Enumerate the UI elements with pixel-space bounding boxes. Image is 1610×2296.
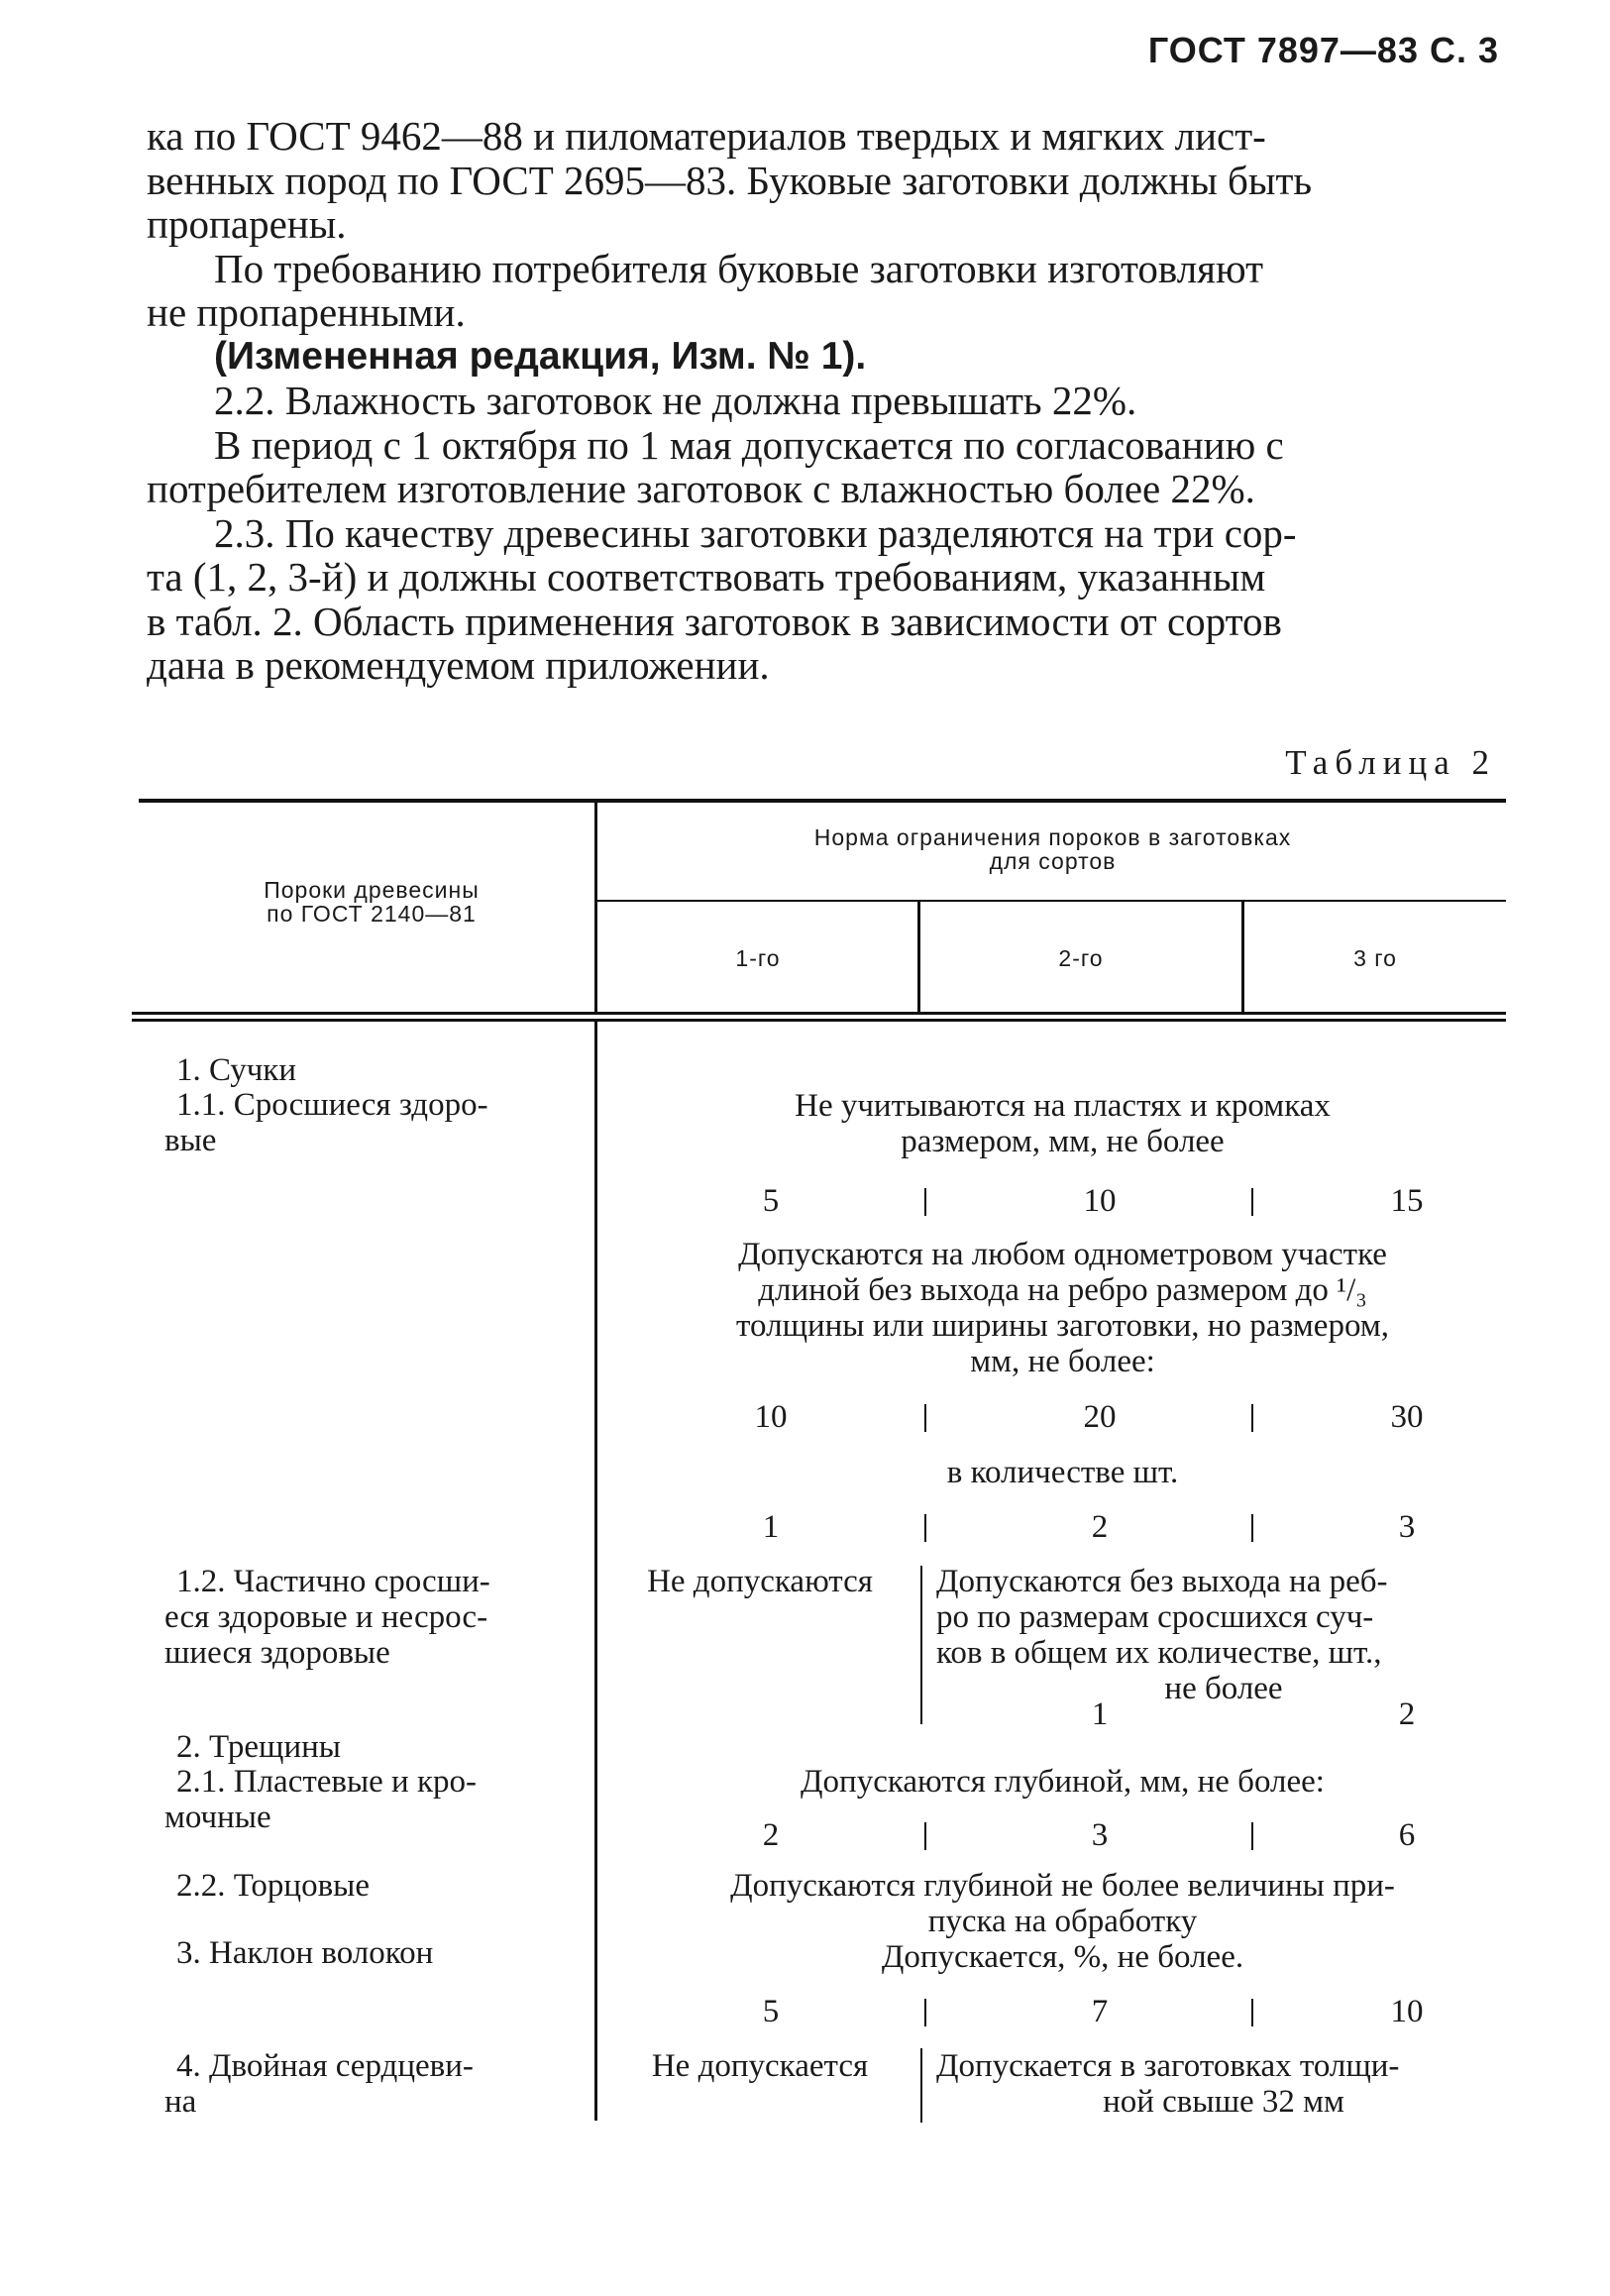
header-grade-3: 3 го — [1353, 945, 1397, 971]
value-cell: 2 — [1398, 1696, 1416, 1732]
text-line: потребителем изготовление заготовок с влажностью более 22%. — [147, 466, 1255, 511]
value-separator — [1251, 1404, 1253, 1432]
text-line: ка по ГОСТ 9462—88 и пиломатериалов твердых и мягких лист- — [147, 113, 1266, 159]
row-knots-partial: 1.2. Частично сросши- еся здоровые и несрос- шиеся здоровые — [164, 1564, 490, 1671]
text-line: 2.2. Влажность заготовок не должна превышать 22%. — [214, 378, 1137, 423]
text-line: В период с 1 октября по 1 мая допускается по согласованию с — [214, 421, 1284, 468]
row-knots: 1. Сучки — [176, 1052, 296, 1088]
value-cell: 10 — [1083, 1183, 1117, 1219]
knots-fused-text-3: в количестве шт. — [946, 1455, 1179, 1490]
cracks-end-text: Допускаются глубиной не более величины при- пуска на обработку — [730, 1868, 1395, 1939]
value-separator — [924, 1188, 926, 1216]
header-grade-2: 2-го — [1058, 945, 1104, 971]
value-cell: 5 — [762, 1994, 780, 2029]
header-divider — [1241, 902, 1244, 1013]
value-cell: 10 — [754, 1399, 788, 1435]
value-cell: 2 — [762, 1817, 780, 1853]
cracks-face-text: Допускаются глубиной, мм, не более: — [801, 1764, 1325, 1800]
value-cell: 6 — [1398, 1817, 1416, 1853]
value-cell: 2 — [1091, 1509, 1109, 1545]
value-cell: 10 — [1390, 1994, 1424, 2029]
header-divider — [594, 801, 597, 1013]
row-cracks-face: 2.1. Пластевые и кро- мочные — [164, 1764, 477, 1835]
value-cell: 3 — [1091, 1817, 1109, 1853]
value-separator — [924, 1514, 926, 1542]
body-text — [147, 114, 1504, 688]
value-cell: 7 — [1091, 1994, 1109, 2029]
value-cell: 5 — [762, 1183, 780, 1219]
cell-divider — [920, 1566, 922, 1724]
row-grain-slope: 3. Наклон волокон — [176, 1935, 434, 1971]
value-cell: 1 — [762, 1509, 780, 1545]
header-divider — [917, 902, 920, 1013]
knots-partial-grade-1: Не допускаются — [647, 1564, 873, 1599]
header-defects: Пороки древесины по ГОСТ 2140—81 — [264, 877, 480, 927]
value-cell: 30 — [1390, 1399, 1424, 1435]
row-double-pith: 4. Двойная сердцеви- на — [164, 2048, 474, 2120]
double-pith-grade-1: Не допускается — [651, 2048, 869, 2084]
table-caption: Таблица 2 — [1285, 743, 1496, 782]
text-line: пропарены. — [147, 201, 347, 247]
double-pith-grade-2-3: Допускается в заготовках толщи- ной свыше 32 мм — [936, 2048, 1400, 2120]
value-separator — [924, 1822, 926, 1850]
header-subrule — [596, 900, 1506, 902]
value-cell: 3 — [1398, 1509, 1416, 1545]
text-line: та (1, 2, 3-й) и должны соответствовать требованиям, указанным — [147, 554, 1266, 600]
text-line: По требованию потребителя буковые заготовки изготовляют — [214, 245, 1264, 291]
value-separator — [1251, 1822, 1253, 1850]
body-divider — [594, 1021, 597, 2121]
value-separator — [1251, 1999, 1253, 2026]
row-knots-fused: 1.1. Сросшиеся здоро- вые — [164, 1087, 488, 1158]
text-line: не пропаренными. — [147, 289, 466, 335]
table-top-rule — [139, 799, 1506, 803]
text-line: 2.3. По качеству древесины заготовки разделяются на три сор- — [214, 509, 1297, 556]
row-cracks-end: 2.2. Торцовые — [176, 1868, 370, 1904]
knots-fused-text-2: Допускаются на любом однометровом участке длиной без выхода на ребро размером до ¹/₃ толщины или ширины заготовки, но размером, мм, не более: — [736, 1237, 1389, 1379]
grain-slope-text: Допускается, %, не более. — [881, 1939, 1244, 1975]
knots-partial-grade-2-3: Допускаются без выхода на реб- ро по размерам сросшихся суч- ков в общем их количестве, шт., не более — [936, 1564, 1388, 1706]
value-cell: 20 — [1083, 1399, 1117, 1435]
value-cell: 1 — [1091, 1696, 1109, 1732]
header-grade-1: 1-го — [735, 945, 781, 971]
value-separator — [1251, 1514, 1253, 1542]
text-line: в табл. 2. Область применения заготовок в зависимости от сортов — [147, 598, 1282, 644]
value-separator — [924, 1404, 926, 1432]
page-header: ГОСТ 7897—83 С. 3 — [1147, 30, 1499, 70]
cell-divider — [920, 2048, 922, 2123]
row-cracks: 2. Трещины — [176, 1729, 341, 1765]
text-line: дана в рекомендуемом приложении. — [147, 642, 770, 688]
value-separator — [924, 1999, 926, 2026]
knots-fused-text-1: Не учитываются на пластях и кромках размером, мм, не более — [795, 1088, 1331, 1159]
amendment-note: (Измененная редакция, Изм. № 1). — [214, 334, 867, 378]
text-line: венных пород по ГОСТ 2695—83. Буковые заготовки должны быть — [147, 157, 1313, 203]
header-norm: Норма ограничения пороков в заготовках для сортов — [813, 824, 1292, 874]
value-separator — [1251, 1188, 1253, 1216]
table-header-rule — [132, 1012, 1506, 1022]
value-cell: 15 — [1390, 1183, 1424, 1219]
